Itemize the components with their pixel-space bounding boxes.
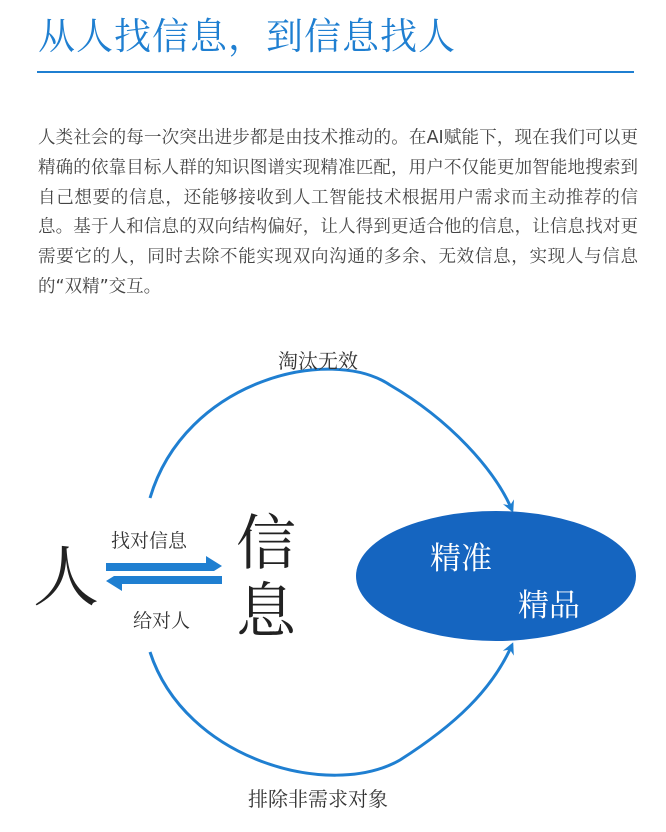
page-title: 从人找信息，到信息找人 xyxy=(38,15,456,58)
person-label: 人 xyxy=(33,539,99,616)
arrow-to-person-label: 给对人 xyxy=(133,610,191,632)
intro-paragraph: 人类社会的每一次突出进步都是由技术推动的。在AI赋能下，现在我们可以更精确的依靠目标人群的知识图谱实现精准匹配，用户不仅能更加智能地搜索到自己想要的信息，还能够接收到人工智能技术根据用户需求而主动推荐的信息。基于人和信息的双向结构偏好，让人得到更适合他的信息，让信息找对更需要它的人，同时去除不能实现双向沟通的多余、无效信息，实现人与信息的“双精”交互。 xyxy=(38,128,638,297)
ellipse-text-precise: 精准 xyxy=(430,541,492,577)
arrow-to-info xyxy=(106,556,222,571)
top-arc-arrow xyxy=(150,369,512,510)
ellipse-text-quality: 精品 xyxy=(518,588,580,624)
info-label: 信息 xyxy=(236,509,296,647)
precision-ellipse xyxy=(356,511,636,641)
top-arc-label: 淘汰无效 xyxy=(278,349,358,373)
bottom-arc-label: 排除非需求对象 xyxy=(248,787,388,811)
arrow-to-person xyxy=(106,576,222,591)
bottom-arc-arrow xyxy=(150,645,512,775)
arrow-to-info-label: 找对信息 xyxy=(111,530,188,552)
